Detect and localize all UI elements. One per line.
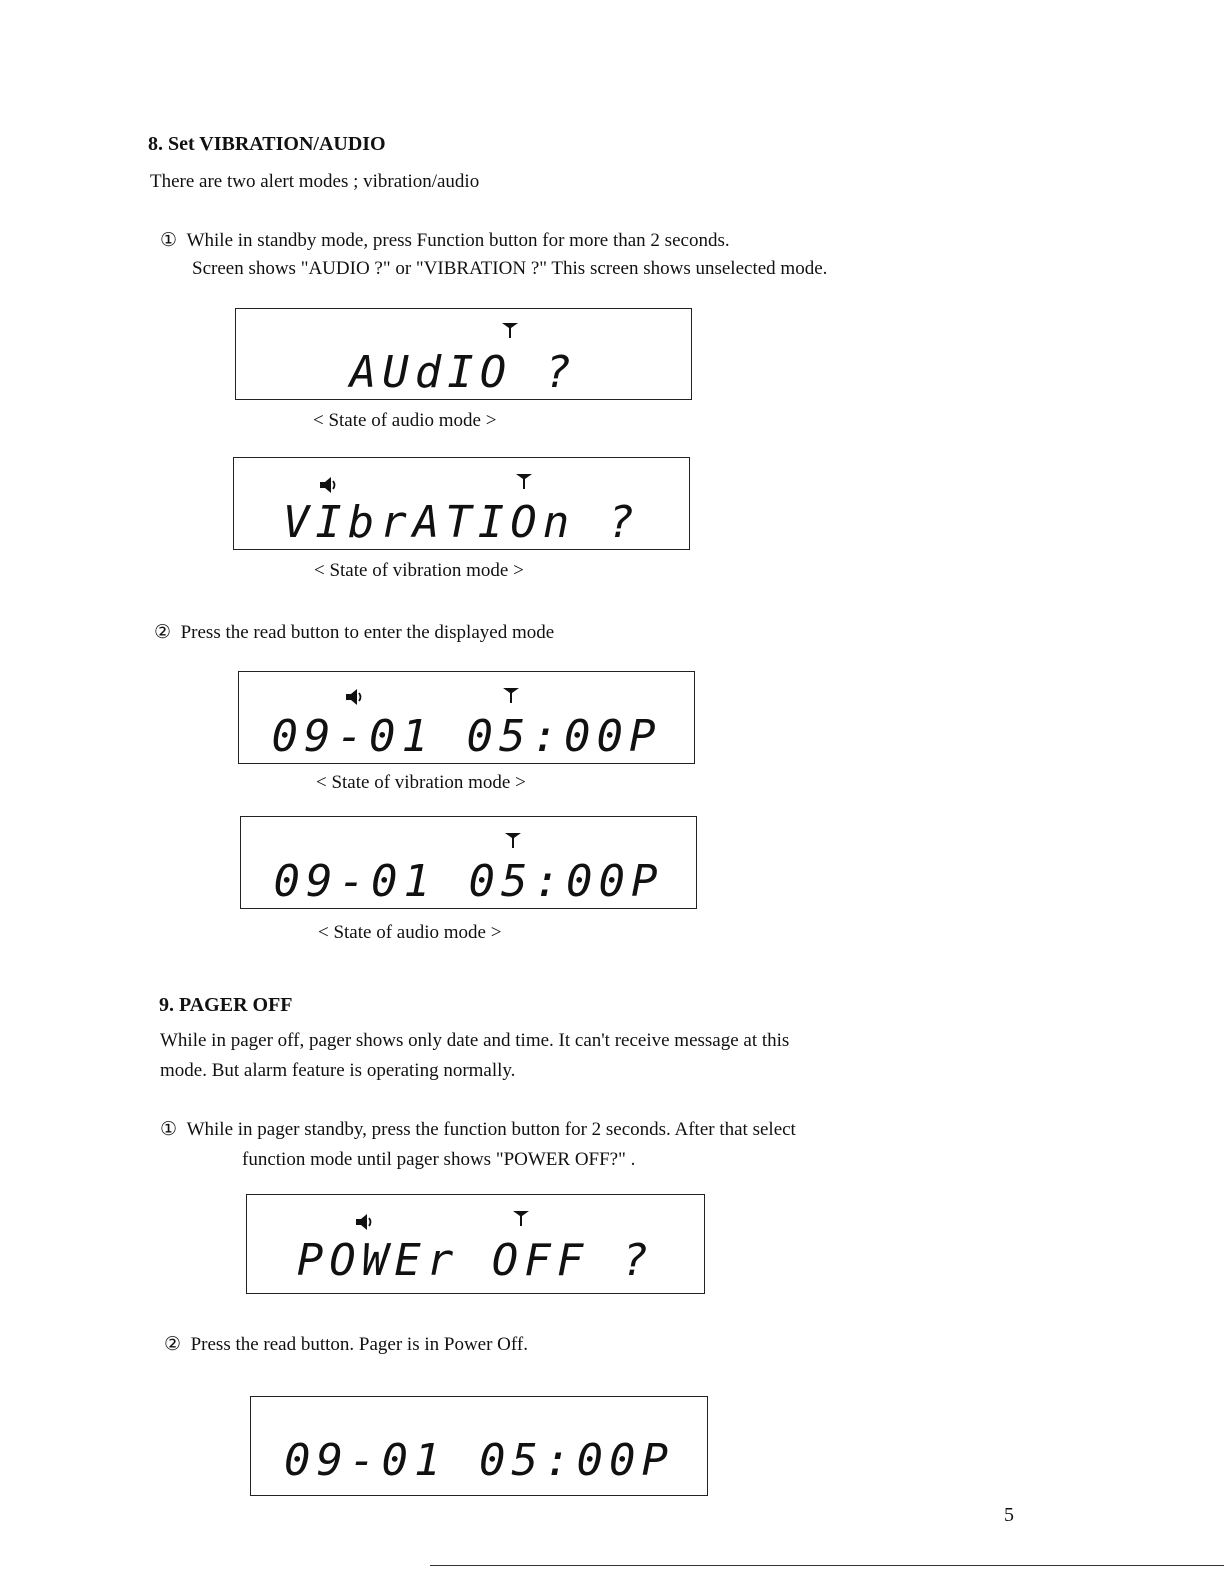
section-9-title: 9. PAGER OFF [159,994,293,1016]
caption-audio-time: < State of audio mode > [318,922,502,943]
section-9-intro-line-1: While in pager off, pager shows only date and time. It can't receive message at this [160,1030,790,1051]
lcd-audio-prompt [235,308,692,400]
section-8-step-2 [154,621,554,644]
section-9-step-1-line-2: function mode until pager shows "POWER OFF?" . [242,1149,636,1170]
antenna-icon [511,1209,531,1227]
speaker-icon [319,476,339,494]
speaker-icon [345,688,365,706]
step-text: Press the read button to enter the displayed mode [180,622,555,643]
lcd-text: VIbrATIOn ? [282,497,641,548]
step-marker: ② [164,1334,182,1355]
section-8-step-1-line-2: Screen shows "AUDIO ?" or "VIBRATION ?" This screen shows unselected mode. [192,258,828,279]
lcd-audio-time [240,816,697,909]
antenna-icon [503,831,523,849]
step-text: While in standby mode, press Function button for more than 2 seconds. [186,230,730,251]
step-text: Press the read button. Pager is in Power Off. [190,1334,528,1355]
caption-audio-prompt: < State of audio mode > [313,410,497,431]
lcd-vibration-time [238,671,695,764]
section-8-title: 8. Set VIBRATION/AUDIO [148,133,386,155]
caption-vibration-prompt: < State of vibration mode > [314,560,524,581]
footer-rule [430,1565,1224,1566]
step-marker: ② [154,622,172,643]
lcd-text: AUdIO ? [349,347,578,398]
step-text: While in pager standby, press the function button for 2 seconds. After that select [186,1119,796,1140]
speaker-icon [355,1213,375,1231]
section-9-intro-line-2: mode. But alarm feature is operating normally. [160,1060,516,1081]
lcd-vibration-prompt [233,457,690,550]
caption-vibration-time: < State of vibration mode > [316,772,526,793]
lcd-text: 09-01 05:00P [284,1435,674,1486]
lcd-off-time [250,1396,708,1496]
lcd-text: POWEr OFF ? [296,1235,655,1286]
lcd-text: 09-01 05:00P [271,711,662,762]
page-number: 5 [1004,1504,1014,1526]
section-9-step-1 [160,1118,796,1141]
lcd-text: 09-01 05:00P [273,856,664,907]
antenna-icon [514,472,534,490]
section-8-intro: There are two alert modes ; vibration/audio [150,171,480,192]
step-marker: ① [160,230,178,251]
antenna-icon [500,321,520,339]
section-9-step-2 [164,1333,528,1356]
section-8-step-1 [160,229,730,252]
step-marker: ① [160,1119,178,1140]
antenna-icon [501,686,521,704]
lcd-power-off [246,1194,705,1294]
